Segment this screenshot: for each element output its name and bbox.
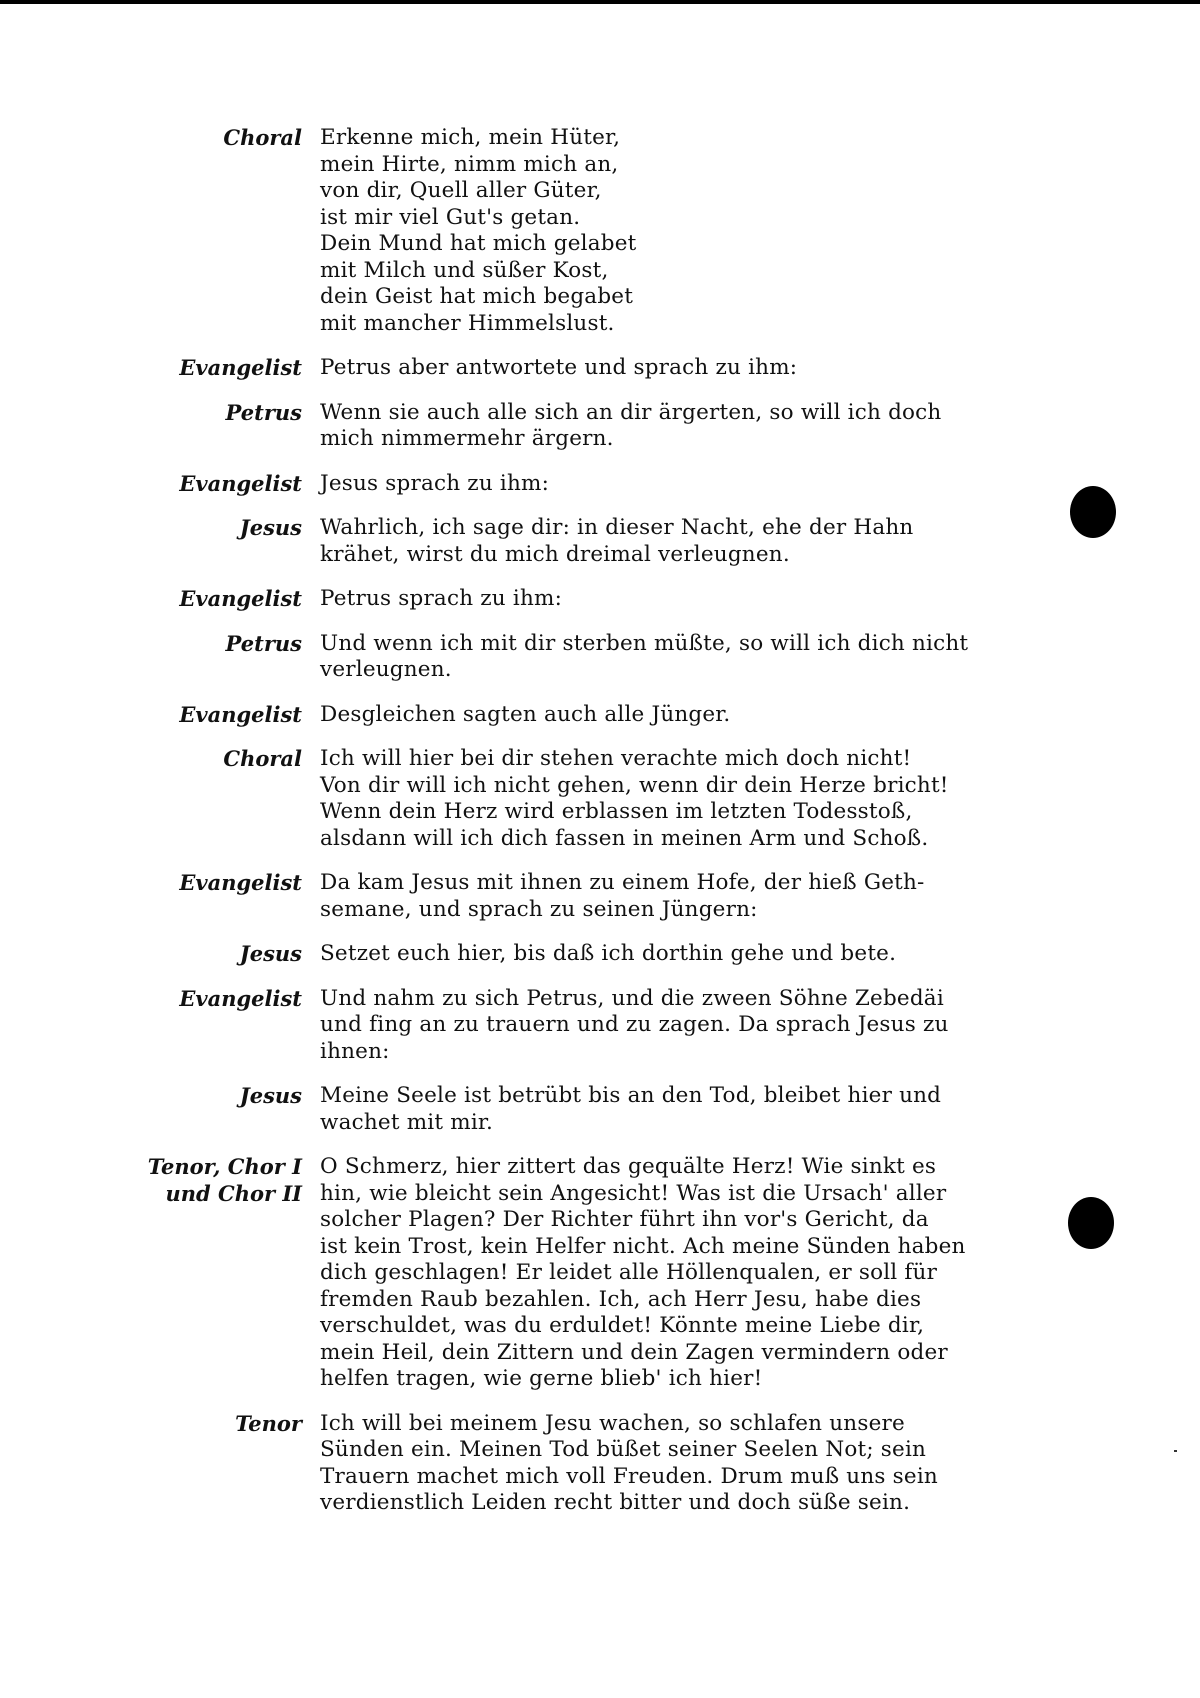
libretto-entry [130,631,1060,684]
speaker-label: Petrus [225,630,302,656]
speaker-label: Tenor [235,1410,302,1436]
entry-text: O Schmerz, hier zittert das gequälte Herz! Wie sinkt es hin, wie bleicht sein Angesicht! Was ist die Ursach' aller solcher Plagen? Der Richter führt ihn vor's Gericht, da ist kein Trost, kein Helfer nicht. Ach meine Sünden haben dich geschlagen! Er leidet alle Höllenqualen, er soll für fremden Raub bezahlen. Ich, ach Herr Jesu, habe dies verschuldet, was du erduldet! Könnte meine Liebe dir, mein Heil, dein Zittern und dein Zagen vermindern oder helfen tragen, wie gerne blieb' ich hier! [320,1154,966,1391]
entry-text: Da kam Jesus mit ihnen zu einem Hofe, der hieß Geth- semane, und sprach zu seinen Jüngern: [320,870,925,922]
speaker-label: Petrus [225,399,302,425]
entry-text: Wahrlich, ich sage dir: in dieser Nacht, ehe der Hahn krähet, wirst du mich dreimal verleugnen. [320,515,914,567]
libretto-entry [130,702,1060,729]
entry-text: Jesus sprach zu ihm: [320,470,550,496]
libretto-entry [130,515,1060,568]
speaker-label: Evangelist [179,586,302,611]
libretto-entry [130,941,1060,968]
top-border-rule [0,0,1200,4]
speaker-label: Evangelist [179,870,302,895]
libretto-entry [130,1411,1060,1517]
libretto-entry [130,125,1060,337]
entry-text: Und wenn ich mit dir sterben müßte, so will ich dich nicht verleugnen. [320,630,969,682]
scan-speck [1174,1450,1177,1452]
libretto-entry [130,1083,1060,1136]
binder-punch-hole [1068,1197,1114,1249]
speaker-label: Evangelist [179,355,302,380]
libretto-entry [130,986,1060,1066]
libretto-entry [130,1154,1060,1393]
speaker-label: Jesus [239,515,302,540]
libretto-page [130,125,1060,1535]
entry-text: Meine Seele ist betrübt bis an den Tod, bleibet hier und wachet mit mir. [320,1083,942,1135]
entry-text: Ich will hier bei dir stehen verachte mich doch nicht! Von dir will ich nicht gehen, wenn dir dein Herze bricht! Wenn dein Herz wird erblassen im letzten Todesstoß, alsdann will ich dich fassen in meinen Arm und Schoß. [320,746,949,851]
speaker-label: Jesus [239,1083,302,1108]
speaker-label: Evangelist [179,470,302,496]
libretto-entry [130,870,1060,923]
speaker-label: Choral [223,746,302,771]
libretto-entry [130,746,1060,852]
libretto-entry [130,355,1060,382]
entry-text: Ich will bei meinem Jesu wachen, so schlafen unsere Sünden ein. Meinen Tod büßet seiner Seelen Not; sein Trauern machet mich voll Freuden. Drum muß uns sein verdienstlich Leiden recht bitter und doch süße sein. [320,1410,938,1515]
libretto-entry [130,400,1060,453]
entry-text: Und nahm zu sich Petrus, und die zween Söhne Zebedäi und fing an zu trauern und zu zagen. Da sprach Jesus zu ihnen: [320,985,949,1064]
entry-text: Setzet euch hier, bis daß ich dorthin gehe und bete. [320,941,897,966]
libretto-entry [130,471,1060,498]
speaker-label: Jesus [239,941,302,966]
libretto-entry [130,586,1060,613]
speaker-label: Evangelist [179,985,302,1011]
speaker-label: Choral [223,125,302,150]
entry-text: Erkenne mich, mein Hüter, mein Hirte, nimm mich an, von dir, Quell aller Güter, ist mir viel Gut's getan. Dein Mund hat mich gelabet mit Milch und süßer Kost, dein Geist hat mich begabet mit mancher Himmelslust. [320,125,637,336]
entry-text: Desgleichen sagten auch alle Jünger. [320,701,731,727]
entry-text: Petrus sprach zu ihm: [320,586,563,611]
entry-text: Wenn sie auch alle sich an dir ärgerten, so will ich doch mich nimmermehr ärgern. [320,399,942,451]
speaker-label: Evangelist [179,701,302,727]
speaker-label: Tenor, Chor I und Chor II [147,1154,302,1206]
binder-punch-hole [1070,486,1116,538]
entry-text: Petrus aber antwortete und sprach zu ihm: [320,355,798,380]
